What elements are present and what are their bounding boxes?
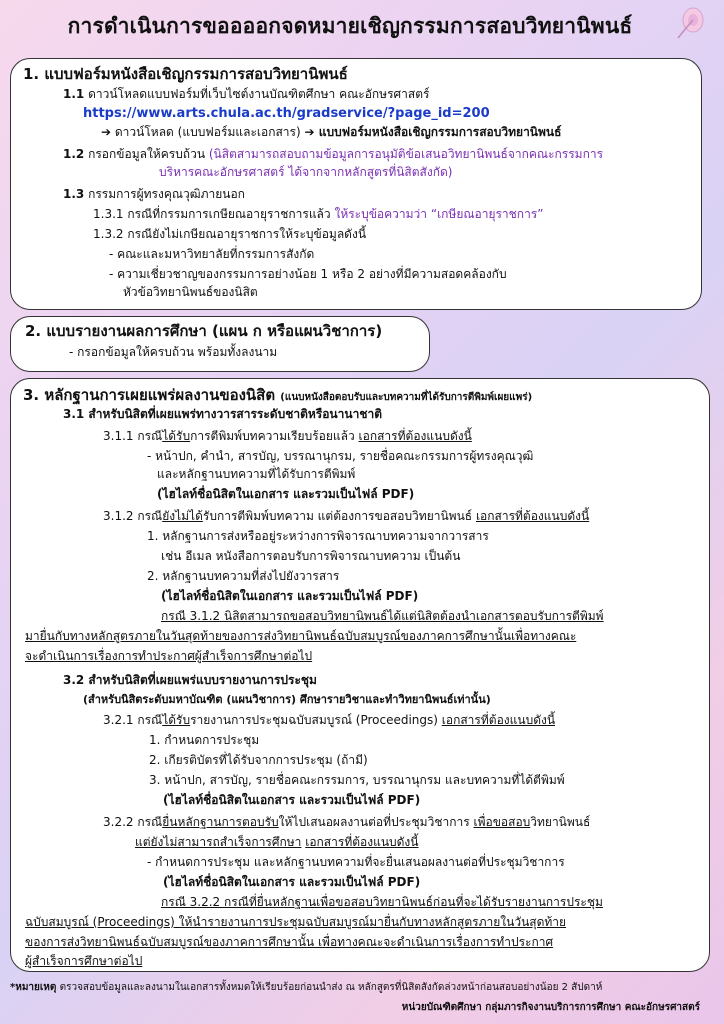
highlight-instruction: (ไฮไลท์ชื่อนิสิตในเอกสาร และรวมเป็นไฟล์ PDF)	[163, 875, 421, 889]
section-study-report	[10, 316, 430, 372]
item-3-1-2-doc1: 1. หลักฐานการส่งหรืออยู่ระหว่างการพิจารณาบทความจากวารสาร	[147, 529, 489, 543]
item-3-2-2: 3.2.2 กรณียื่นหลักฐานการตอบรับให้ไปเสนอผลงานต่อที่ประชุมวิชาการ เพื่อขอสอบวิทยานิพนธ์	[103, 815, 591, 829]
download-path: ➔ ดาวน์โหลด (แบบฟอร์มและเอกสาร) ➔ แบบฟอร์มหนังสือเชิญกรรมการสอบวิทยานิพนธ์	[101, 125, 562, 139]
subsection-3-2-scope: (สำหรับนิสิตระดับมหาบัณฑิต (แผนวิชาการ) ศึกษารายวิชาและทำวิทยานิพนธ์เท่านั้น)	[83, 693, 491, 706]
note-3-1-2-line3: จะดำเนินการเรื่องการทำประกาศผู้สำเร็จการศึกษาต่อไป	[25, 649, 313, 663]
highlight-instruction: (ไฮไลท์ชื่อนิสิตในเอกสาร และรวมเป็นไฟล์ PDF)	[161, 589, 419, 603]
note-3-2-2-line2: ฉบับสมบูรณ์ (Proceedings) ให้นำรายงานการประชุมฉบับสมบูรณ์มายื่นกับทางหลักสูตรภายในวันสุดท้าย	[25, 915, 567, 929]
note-3-1-2-line2: มายื่นกับทางหลักสูตรภายในวันสุดท้ายของการส่งวิทยานิพนธ์ฉบับสมบูรณ์ของภาคการศึกษานั้นเพื่อทางคณะ	[25, 629, 577, 643]
section-publication-evidence	[10, 378, 710, 972]
item-3-2-2-cont: แต่ยังไม่สามารถสำเร็จการศึกษา เอกสารที่ต้องแนบดังนี้	[135, 835, 419, 849]
peacock-feather-icon	[674, 6, 708, 40]
item-1-3-1: 1.3.1 กรณีที่กรรมการเกษียณอายุราชการแล้ว ให้ระบุข้อความว่า “เกษียณอายุราชการ”	[93, 207, 544, 221]
item-3-2-2-doc: - กำหนดการประชุม และหลักฐานบทความที่จะยื่นเสนอผลงานต่อที่ประชุมวิชาการ	[147, 855, 565, 869]
download-url-link[interactable]: https://www.arts.chula.ac.th/gradservice/?page_id=200	[83, 106, 490, 121]
page-title: การดำเนินการขออออกจดหมายเชิญกรรมการสอบวิทยานิพนธ์	[67, 14, 633, 38]
item-3-1-2-doc1-cont: เช่น อีเมล หนังสือการตอบรับการพิจารณาบทความ เป็นต้น	[161, 549, 461, 563]
item-1-3: 1.3 กรรมการผู้ทรงคุณวุฒิภายนอก	[63, 187, 245, 201]
footnote: *หมายเหตุ ตรวจสอบข้อมูลและลงนามในเอกสารทั้งหมดให้เรียบร้อยก่อนนำส่ง ณ หลักสูตรที่นิสิตสังกัดล่วงหน้าก่อนสอบอย่างน้อย 2 สัปดาห์	[10, 982, 603, 993]
bullet-expertise: - ความเชี่ยวชาญของกรรมการอย่างน้อย 1 หรือ 2 อย่างที่มีความสอดคล้องกับ	[109, 267, 507, 281]
item-3-2-1-doc1: 1. กำหนดการประชุม	[149, 733, 260, 747]
section2-text: - กรอกข้อมูลให้ครบถ้วน พร้อมทั้งลงนาม	[69, 345, 278, 359]
item-1-2: 1.2 กรอกข้อมูลให้ครบถ้วน (นิสิตสามารถสอบถามข้อมูลการอนุมัติข้อเสนอวิทยานิพนธ์จากคณะกรรมการ	[63, 147, 604, 161]
subsection-3-1: 3.1 สำหรับนิสิตที่เผยแพร่ทางวารสารระดับชาติหรือนานาชาติ	[63, 407, 382, 421]
item-3-1-1: 3.1.1 กรณีได้รับการตีพิมพ์บทความเรียบร้อยแล้ว เอกสารที่ต้องแนบดังนี้	[103, 429, 472, 443]
item-3-2-1-doc2: 2. เกียรติบัตรที่ได้รับจากการประชุม (ถ้ามี)	[149, 753, 368, 767]
highlight-instruction: (ไฮไลท์ชื่อนิสิตในเอกสาร และรวมเป็นไฟล์ PDF)	[157, 487, 415, 501]
item-3-1-2: 3.1.2 กรณียังไม่ได้รับการตีพิมพ์บทความ แต่ต้องการขอสอบวิทยานิพนธ์ เอกสารที่ต้องแนบดังนี้	[103, 509, 590, 523]
item-3-1-1-docs-cont: และหลักฐานบทความที่ได้รับการตีพิมพ์	[157, 467, 356, 481]
note-3-2-2-line3: ของการส่งวิทยานิพนธ์ฉบับสมบูรณ์ของภาคการศึกษานั้น เพื่อทางคณะจะดำเนินการเรื่องการทำประกาศ	[25, 935, 554, 949]
note-3-1-2-line1: กรณี 3.1.2 นิสิตสามารถขอสอบวิทยานิพนธ์ได้แต่นิสิตต้องนำเอกสารตอบรับการตีพิมพ์	[161, 609, 604, 623]
subsection-3-2: 3.2 สำหรับนิสิตที่เผยแพร่แบบรายงานการประชุม	[63, 673, 317, 687]
item-3-1-1-docs: - หน้าปก, คำนำ, สารบัญ, บรรณานุกรม, รายชื่อคณะกรรมการผู้ทรงคุณวุฒิ	[147, 449, 534, 463]
section2-heading: 2. แบบรายงานผลการศึกษา (แผน ก หรือแผนวิชาการ)	[25, 322, 383, 340]
section1-heading: 1. แบบฟอร์มหนังสือเชิญกรรมการสอบวิทยานิพนธ์	[23, 65, 348, 83]
note-3-2-2-line4: ผู้สำเร็จการศึกษาต่อไป	[25, 954, 143, 968]
section3-heading: 3. หลักฐานการเผยแพร่ผลงานของนิสิต (แนบหนังสือตอบรับและบทความที่ได้รับการตีพิมพ์เผยแพร่)	[23, 386, 533, 404]
item-3-2-1: 3.2.1 กรณีได้รับรายงานการประชุมฉบับสมบูรณ์ (Proceedings) เอกสารที่ต้องแนบดังนี้	[103, 713, 556, 727]
item-1-3-2: 1.3.2 กรณียังไม่เกษียณอายุราชการให้ระบุข้อมูลดังนี้	[93, 227, 367, 241]
item-1-1: 1.1 ดาวน์โหลดแบบฟอร์มที่เว็บไซต์งานบัณฑิตศึกษา คณะอักษรศาสตร์	[63, 87, 430, 101]
highlight-instruction: (ไฮไลท์ชื่อนิสิตในเอกสาร และรวมเป็นไฟล์ PDF)	[163, 793, 421, 807]
bullet-faculty: - คณะและมหาวิทยาลัยที่กรรมการสังกัด	[109, 247, 315, 261]
item-1-2-note: บริหารคณะอักษรศาสตร์ ได้จากจากหลักสูตรที่นิสิตสังกัด)	[159, 165, 453, 179]
item-3-1-2-doc2: 2. หลักฐานบทความที่ส่งไปยังวารสาร	[147, 569, 340, 583]
footer-department: หน่วยบัณฑิตศึกษา กลุ่มภารกิจงานบริการการศึกษา คณะอักษรศาสตร์	[401, 1002, 700, 1013]
note-3-2-2-line1: กรณี 3.2.2 กรณีที่ยื่นหลักฐานเพื่อขอสอบวิทยานิพนธ์ก่อนที่จะได้รับรายงานการประชุม	[161, 895, 603, 909]
section-invitation-form	[10, 58, 702, 310]
bullet-expertise-cont: หัวข้อวิทยานิพนธ์ของนิสิต	[123, 285, 258, 299]
item-3-2-1-doc3: 3. หน้าปก, สารบัญ, รายชื่อคณะกรรมการ, บรรณานุกรม และบทความที่ได้ตีพิมพ์	[149, 773, 565, 787]
